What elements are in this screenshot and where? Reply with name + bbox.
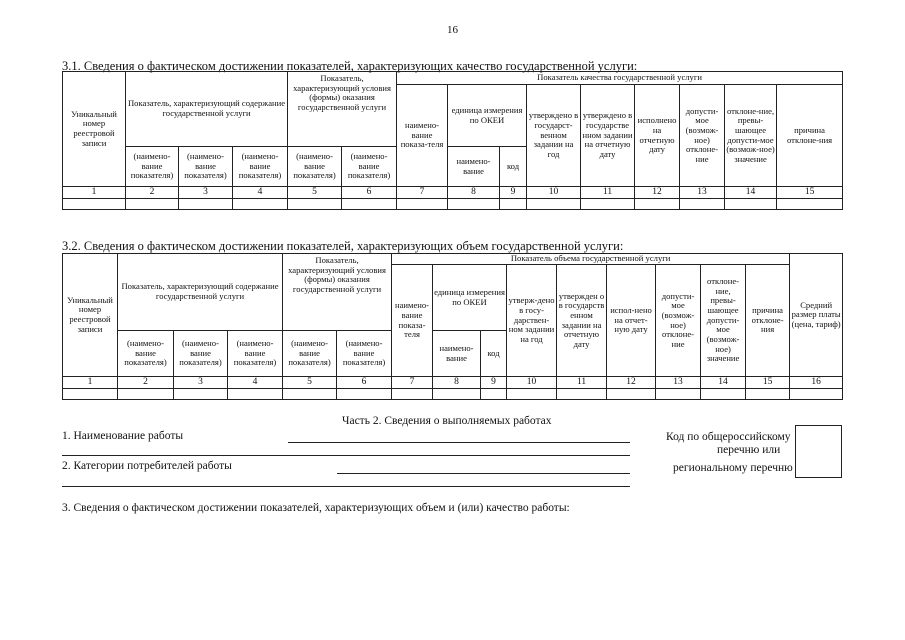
sub-indicator-name: (наимено-вание показателя)	[228, 331, 283, 377]
column-number: 14	[725, 187, 777, 199]
column-number: 12	[607, 377, 656, 389]
column-number: 6	[342, 187, 397, 199]
col-exceeding-deviation: отклоне-ние, превы-шающее допусти-мое (возмож-ное) значение	[725, 85, 777, 187]
section3-label: 3. Сведения о фактическом достижении показателей, характеризующих объем и (или) качество работы:	[62, 502, 570, 514]
column-number: 6	[337, 377, 392, 389]
column-number: 1	[63, 187, 126, 199]
col-done: исполнено на отчетную дату	[635, 85, 680, 187]
col-indicator-name: наимено-вание показа-теля	[392, 265, 433, 377]
col-reason: причина отклоне-ния	[777, 85, 843, 187]
col-approved-year: утверж-дено в госу-дарствен-ном задании на год	[507, 265, 557, 377]
col-content: Показатель, характеризующий содержание государственной услуги	[126, 72, 288, 147]
sub-indicator-name: (наимено-вание показателя)	[174, 331, 228, 377]
col-allowed-deviation: допусти-мое (возмож-ное) отклоне-ние	[680, 85, 725, 187]
work-name-label: 1. Наименование работы	[62, 430, 184, 442]
column-number: 14	[701, 377, 746, 389]
column-number: 5	[288, 187, 342, 199]
sub-indicator-name: (наимено-вание показателя)	[118, 331, 174, 377]
code-box[interactable]	[795, 425, 842, 478]
empty-data-row	[63, 198, 843, 209]
work-name-line[interactable]	[288, 442, 630, 443]
section-3-2-title: 3.2. Сведения о фактическом достижении показателей, характеризующих объем государственной услуги:	[62, 239, 624, 253]
col-reason: причина отклоне-ния	[746, 265, 790, 377]
column-number: 4	[233, 187, 288, 199]
col-quality-group: Показатель качества государственной услуги	[397, 72, 843, 85]
col-unit-name: наимено-вание	[433, 331, 481, 377]
col-conditions: Показатель, характеризующий условия (формы) оказания государственной услуги	[288, 72, 397, 147]
column-number: 13	[680, 187, 725, 199]
categories-line[interactable]	[337, 473, 630, 474]
column-number: 15	[777, 187, 843, 199]
sub-indicator-name: (наимено-вание показателя)	[337, 331, 392, 377]
quality-table	[62, 71, 843, 210]
column-number: 8	[448, 187, 500, 199]
volume-table	[62, 253, 843, 400]
sub-indicator-name: (наимено-вание показателя)	[233, 147, 288, 187]
column-number: 8	[433, 377, 481, 389]
work-name-line-2[interactable]	[62, 455, 630, 456]
column-number: 4	[228, 377, 283, 389]
part2-title: Часть 2. Сведения о выполняемых работах	[342, 415, 552, 427]
column-number: 7	[397, 187, 448, 199]
column-number: 11	[557, 377, 607, 389]
sub-indicator-name: (наимено-вание показателя)	[179, 147, 233, 187]
col-unit: единица измерения по ОКЕИ	[433, 265, 507, 331]
col-unit-name: наимено-вание	[448, 147, 500, 187]
sub-indicator-name: (наимено-вание показателя)	[288, 147, 342, 187]
col-approved-date: утверждено в государстве нном задании на отчетную дату	[581, 85, 635, 187]
code-label-line1: Код по общероссийскому	[666, 431, 791, 443]
column-number: 10	[507, 377, 557, 389]
column-number: 2	[118, 377, 174, 389]
column-number: 12	[635, 187, 680, 199]
empty-data-row	[63, 388, 843, 399]
col-volume-group: Показатель объема государственной услуги	[392, 254, 790, 265]
col-unique-record: Уникальный номер реестровой записи	[63, 72, 126, 187]
col-allowed-deviation: допусти-мое (возмож-ное) отклоне-ние	[656, 265, 701, 377]
page-number: 16	[447, 24, 458, 36]
col-done: испол-нено на отчет-ную дату	[607, 265, 656, 377]
column-number: 1	[63, 377, 118, 389]
column-number: 7	[392, 377, 433, 389]
col-indicator-name: наимено-вание показа-теля	[397, 85, 448, 187]
column-number: 9	[500, 187, 527, 199]
categories-line-2[interactable]	[62, 486, 630, 487]
code-label-line3: региональному перечню	[673, 462, 793, 474]
categories-label: 2. Категории потребителей работы	[62, 460, 232, 472]
col-approved-date: утвержден о в государств енном задании на отчетную дату	[557, 265, 607, 377]
col-unit-code: код	[500, 147, 527, 187]
column-number: 3	[179, 187, 233, 199]
column-number: 13	[656, 377, 701, 389]
col-unit-code: код	[481, 331, 507, 377]
col-unique-record: Уникальный номер реестровой записи	[63, 254, 118, 377]
col-unit: единица измерения по ОКЕИ	[448, 85, 527, 147]
sub-indicator-name: (наимено-вание показателя)	[126, 147, 179, 187]
col-content: Показатель, характеризующий содержание государственной услуги	[118, 254, 283, 331]
sub-indicator-name: (наимено-вание показателя)	[283, 331, 337, 377]
column-number: 5	[283, 377, 337, 389]
section-3-1-title: 3.1. Сведения о фактическом достижении показателей, характеризующих качество государственной услуги:	[62, 59, 638, 73]
col-approved-year: утверждено в государст-венном задании на год	[527, 85, 581, 187]
col-exceeding-deviation: отклоне-ние, превы-шающее допусти-мое (возмож-ное) значение	[701, 265, 746, 377]
sub-indicator-name: (наимено-вание показателя)	[342, 147, 397, 187]
column-number: 16	[790, 377, 843, 389]
column-number: 15	[746, 377, 790, 389]
column-number: 3	[174, 377, 228, 389]
column-number: 9	[481, 377, 507, 389]
col-conditions: Показатель, характеризующий условия (формы) оказания государственной услуги	[283, 254, 392, 331]
code-label-line2: перечню или	[717, 444, 781, 456]
column-number: 2	[126, 187, 179, 199]
col-average-price: Средний размер платы (цена, тариф)	[790, 254, 843, 377]
column-number: 10	[527, 187, 581, 199]
column-number: 11	[581, 187, 635, 199]
